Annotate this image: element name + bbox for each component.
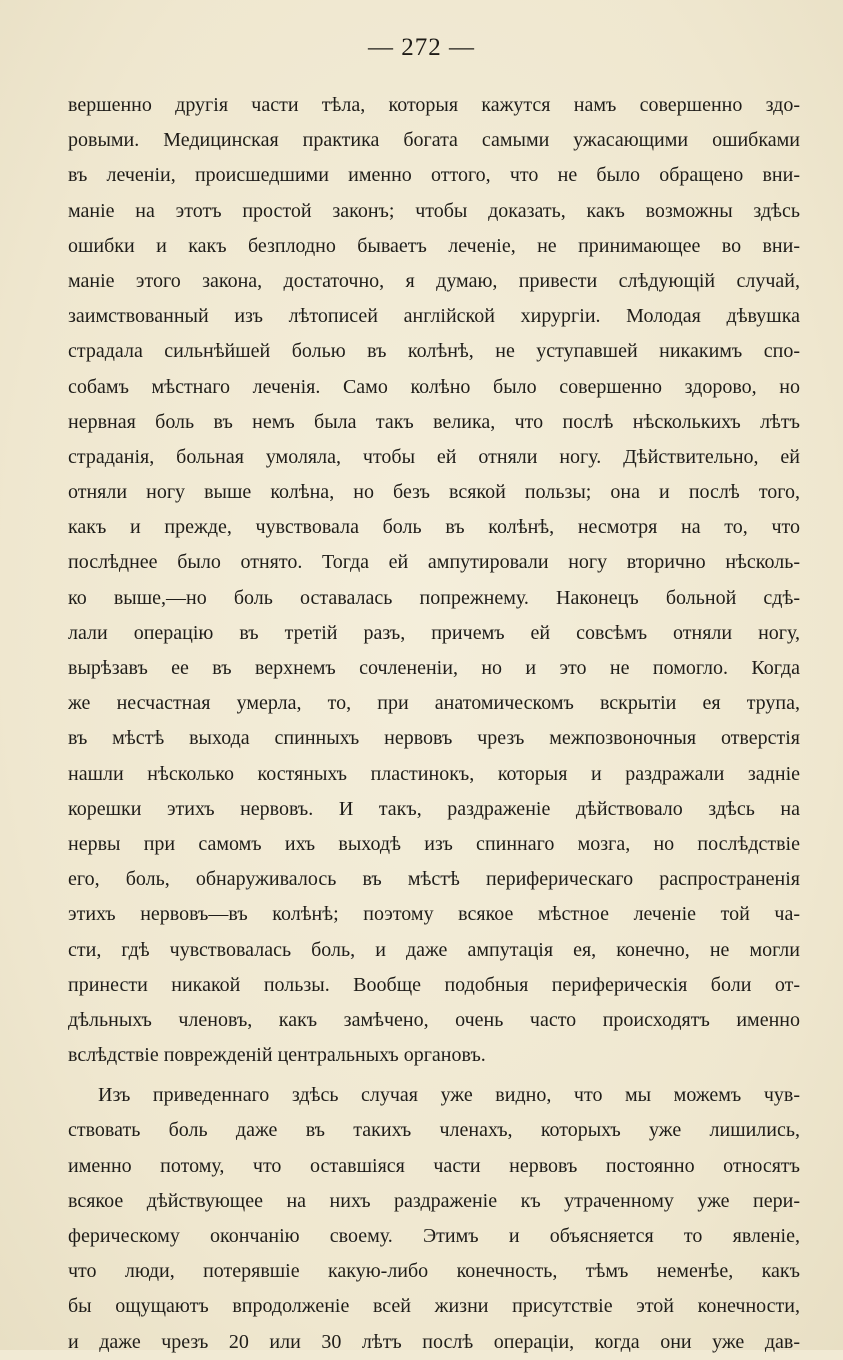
text-line: отняли ногу выше колѣна, но безъ всякой пользы; она и послѣ того, — [68, 481, 800, 504]
text-line: въ мѣстѣ выхода спинныхъ нервовъ чрезъ межпозвоночныя отверстія — [68, 727, 800, 750]
text-line: ствовать боль даже въ такихъ членахъ, которыхъ уже лишились, — [68, 1119, 800, 1142]
text-line: его, боль, обнаруживалось въ мѣстѣ периферическаго распространенія — [68, 868, 800, 891]
text-line: именно потому, что оставшіяся части нервовъ постоянно относятъ — [68, 1154, 800, 1177]
text-line: маніе на этотъ простой законъ; чтобы доказать, какъ возможны здѣсь — [68, 199, 800, 222]
text-line: нашли нѣсколько костяныхъ пластинокъ, которыя и раздражали задніе — [68, 762, 800, 785]
text-line: корешки этихъ нервовъ. И такъ, раздраженіе дѣйствовало здѣсь на — [68, 797, 800, 820]
page-number: — 272 — — [368, 34, 475, 61]
text-line: дѣльныхъ членовъ, какъ замѣчено, очень часто происходятъ именно — [68, 1008, 800, 1031]
text-line: Изъ приведеннаго здѣсь случая уже видно, что мы можемъ чув- — [98, 1084, 800, 1107]
text-line: же несчастная умерла, то, при анатомическомъ вскрытіи ея трупа, — [68, 692, 800, 715]
text-line: собамъ мѣстнаго леченія. Само колѣно было совершенно здорово, но — [68, 375, 800, 398]
text-line: лали операцію въ третій разъ, причемъ ей совсѣмъ отняли ногу, — [68, 621, 800, 644]
text-line: маніе этого закона, достаточно, я думаю, привести слѣдующій случай, — [68, 269, 800, 292]
text-line: ко выше,—но боль оставалась попрежнему. Наконецъ больной сдѣ- — [68, 586, 800, 609]
page-body — [68, 88, 800, 1360]
text-line: принести никакой пользы. Вообще подобныя периферическія боли от- — [68, 973, 800, 996]
text-line: вслѣдствіе поврежденій центральныхъ органовъ. — [68, 1044, 486, 1067]
text-line: вырѣзавъ ее въ верхнемъ сочлененіи, но и это не помогло. Когда — [68, 657, 800, 679]
text-line: сти, гдѣ чувствовалась боль, и даже ампутація ея, конечно, не могли — [68, 938, 800, 961]
paragraph-1 — [68, 88, 800, 1073]
text-line: нервы при самомъ ихъ выходѣ изъ спиннаго мозга, но послѣдствіе — [68, 832, 800, 855]
text-line: послѣднее было отнято. Тогда ей ампутировали ногу вторично нѣсколь- — [68, 551, 800, 574]
text-line: заимствованный изъ лѣтописей англійской хирургіи. Молодая дѣвушка — [68, 305, 800, 328]
text-line: бы ощущаютъ впродолженіе всей жизни присутствіе этой конечности, — [68, 1295, 800, 1318]
text-line: въ леченіи, происшедшими именно оттого, что не было обращено вни- — [68, 164, 800, 187]
text-line: нервная боль въ немъ была такъ велика, что послѣ нѣсколькихъ лѣтъ — [68, 410, 800, 433]
text-line: этихъ нервовъ—въ колѣнѣ; поэтому всякое мѣстное леченіе той ча- — [68, 903, 800, 926]
text-line: что люди, потерявшіе какую-либо конечность, тѣмъ неменѣе, какъ — [68, 1260, 800, 1283]
text-line: вершенно другія части тѣла, которыя кажутся намъ совершенно здо- — [68, 94, 800, 116]
text-line: ошибки и какъ безплодно бываетъ леченіе, не принимающее во вни- — [68, 234, 800, 257]
text-line: ровыми. Медицинская практика богата самыми ужасающими ошибками — [68, 129, 800, 152]
text-line: страданія, больная умоляла, чтобы ей отняли ногу. Дѣйствительно, ей — [68, 445, 800, 468]
text-line: какъ и прежде, чувствовала боль въ колѣнѣ, несмотря на то, что — [68, 516, 800, 539]
text-line: ферическому окончанію своему. Этимъ и объясняется то явленіе, — [68, 1225, 800, 1247]
text-line: страдала сильнѣйшей болью въ колѣнѣ, не уступавшей никакимъ спо- — [68, 340, 800, 363]
text-line: и даже чрезъ 20 или 30 лѣтъ послѣ операціи, когда они уже дав- — [68, 1330, 800, 1353]
text-line: всякое дѣйствующее на нихъ раздраженіе къ утраченному уже пери- — [68, 1189, 800, 1212]
paragraph-2 — [68, 1078, 800, 1360]
